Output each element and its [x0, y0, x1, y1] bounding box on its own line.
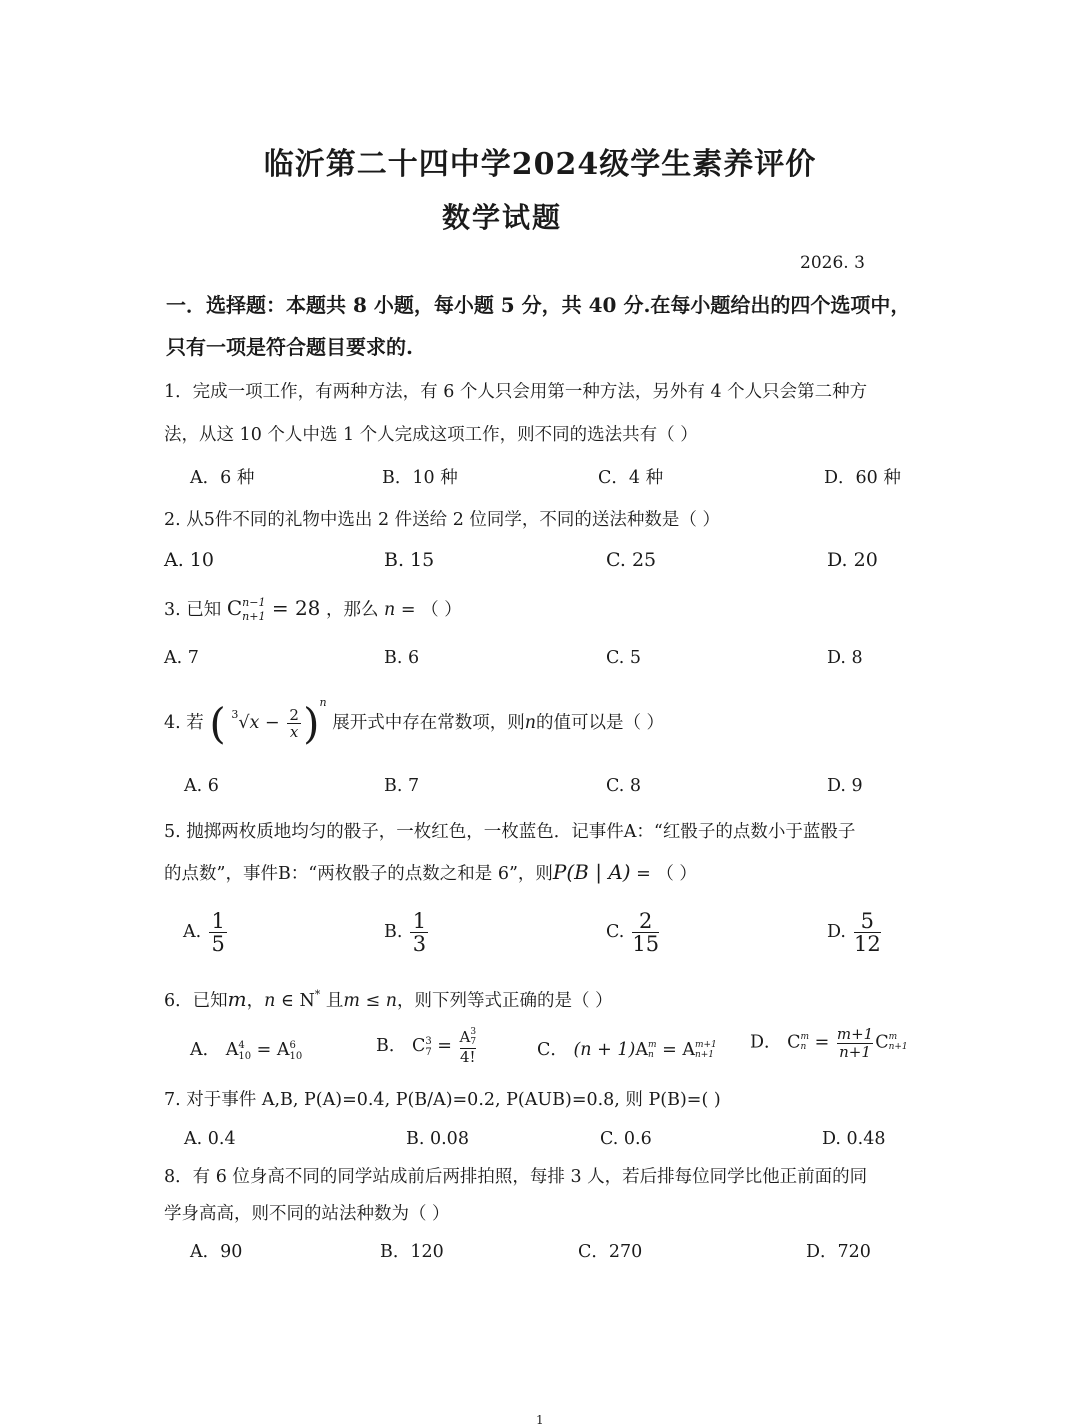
question-2: 2. 从5件不同的礼物中选出 2 件送给 2 位同学，不同的送法种数是（ ） — [164, 510, 720, 530]
q4-cube-root: √x — [238, 713, 260, 733]
q2-option-c: C. 25 — [606, 549, 657, 571]
q3-option-d: D. 8 — [827, 648, 863, 668]
q8-option-d: D．720 — [806, 1242, 871, 1262]
q1-option-c: C．4 种 — [598, 468, 664, 488]
q5-option-a: A. $\frac{1}{5}$ — [183, 910, 227, 955]
q3-combination: C n−1 n+1 = 28 — [226, 596, 321, 623]
q7-option-b: B. 0.08 — [406, 1129, 469, 1149]
question-8-line2: 学身高高，则不同的站法种数为（ ） — [164, 1204, 450, 1224]
q8-option-b: B．120 — [380, 1242, 444, 1262]
q6-option-c: C． (n + 1)A m n = A m+1 n+1 — [537, 1039, 717, 1060]
q1-option-d: D．60 种 — [824, 468, 901, 488]
exam-title: 临沂第二十四中学2024级学生素养评价 — [263, 147, 817, 182]
q6-option-b: B． C 3 7 = A 3 7 4! — [376, 1027, 477, 1066]
q3-option-a: A. 7 — [164, 648, 199, 668]
q7-option-a: A. 0.4 — [184, 1129, 236, 1149]
q7-option-d: D. 0.48 — [822, 1129, 886, 1149]
question-1-line2: 法，从这 10 个人中选 1 个人完成这项工作，则不同的选法共有（ ） — [164, 425, 698, 445]
q6-option-a: A． A 4 10 = A 6 10 — [190, 1039, 303, 1062]
question-4: 4. 若 ( $^3$√x − $\frac{2}{x}$ )$^n$ 展开式中存在常数项，则n的值可以是（ ） — [164, 696, 665, 748]
exam-subtitle: 数学试题 — [442, 201, 563, 234]
q1-option-a: A．6 种 — [190, 468, 255, 488]
q2-option-b: B. 15 — [384, 549, 435, 571]
exam-date: 2026. 3 — [800, 253, 865, 273]
question-5-line2: 的点数”，事件B：“两枚骰子的点数之和是 6”，则P(B | A) = （ ） — [164, 860, 697, 884]
q7-option-c: C. 0.6 — [600, 1129, 652, 1149]
q4-option-b: B. 7 — [384, 776, 420, 796]
question-6: 6．已知m，n ∈ N* 且m ≤ n，则下列等式正确的是（ ） — [164, 987, 613, 1011]
q3-prefix: 3. 已知 — [164, 600, 222, 620]
q1-option-b: B．10 种 — [382, 468, 458, 488]
q4-option-d: D. 9 — [827, 776, 863, 796]
question-8-line1: 8．有 6 位身高不同的同学站成前后两排拍照，每排 3 人，若后排每位同学比他正前面的同 — [164, 1167, 868, 1187]
question-3: 3. 已知 C n−1 n+1 = 28 ，那么 n = （ ） — [164, 596, 462, 623]
q8-option-c: C．270 — [578, 1242, 643, 1262]
q4-fraction: $\frac{2}{x}$ — [287, 707, 301, 741]
q5-option-d: D. $\frac{5}{12}$ — [827, 909, 881, 957]
q5-option-c: C. $\frac{2}{15}$ — [606, 909, 660, 957]
q6-option-d: D． C m n = $\frac{m+1}{n+1}$ C m n+1 — [750, 1025, 908, 1061]
q2-option-a: A. 10 — [164, 549, 214, 571]
question-7: 7. 对于事件 A,B, P(A)=0.4, P(B/A)=0.2, P(AUB)=0.8, 则 P(B)=( ) — [164, 1090, 721, 1110]
q3-option-c: C. 5 — [606, 648, 642, 668]
q2-option-d: D. 20 — [827, 549, 878, 571]
q4-option-c: C. 8 — [606, 776, 642, 796]
q3-option-b: B. 6 — [384, 648, 420, 668]
section-heading-line2: 只有一项是符合题目要求的. — [166, 335, 413, 359]
question-5-line1: 5. 抛掷两枚质地均匀的骰子，一枚红色，一枚蓝色．记事件A：“红骰子的点数小于蓝骰子 — [164, 822, 856, 842]
q5-option-b: B. $\frac{1}{3}$ — [384, 910, 428, 955]
section-heading-line1: 一．选择题：本题共 8 小题，每小题 5 分，共 40 分.在每小题给出的四个选项中， — [166, 293, 911, 317]
q4-option-a: A. 6 — [184, 776, 219, 796]
question-1-line1: 1．完成一项工作，有两种方法，有 6 个人只会用第一种方法，另外有 4 个人只会第二种方 — [164, 382, 868, 402]
q8-option-a: A．90 — [190, 1242, 243, 1262]
page-number: 1 — [536, 1413, 544, 1427]
